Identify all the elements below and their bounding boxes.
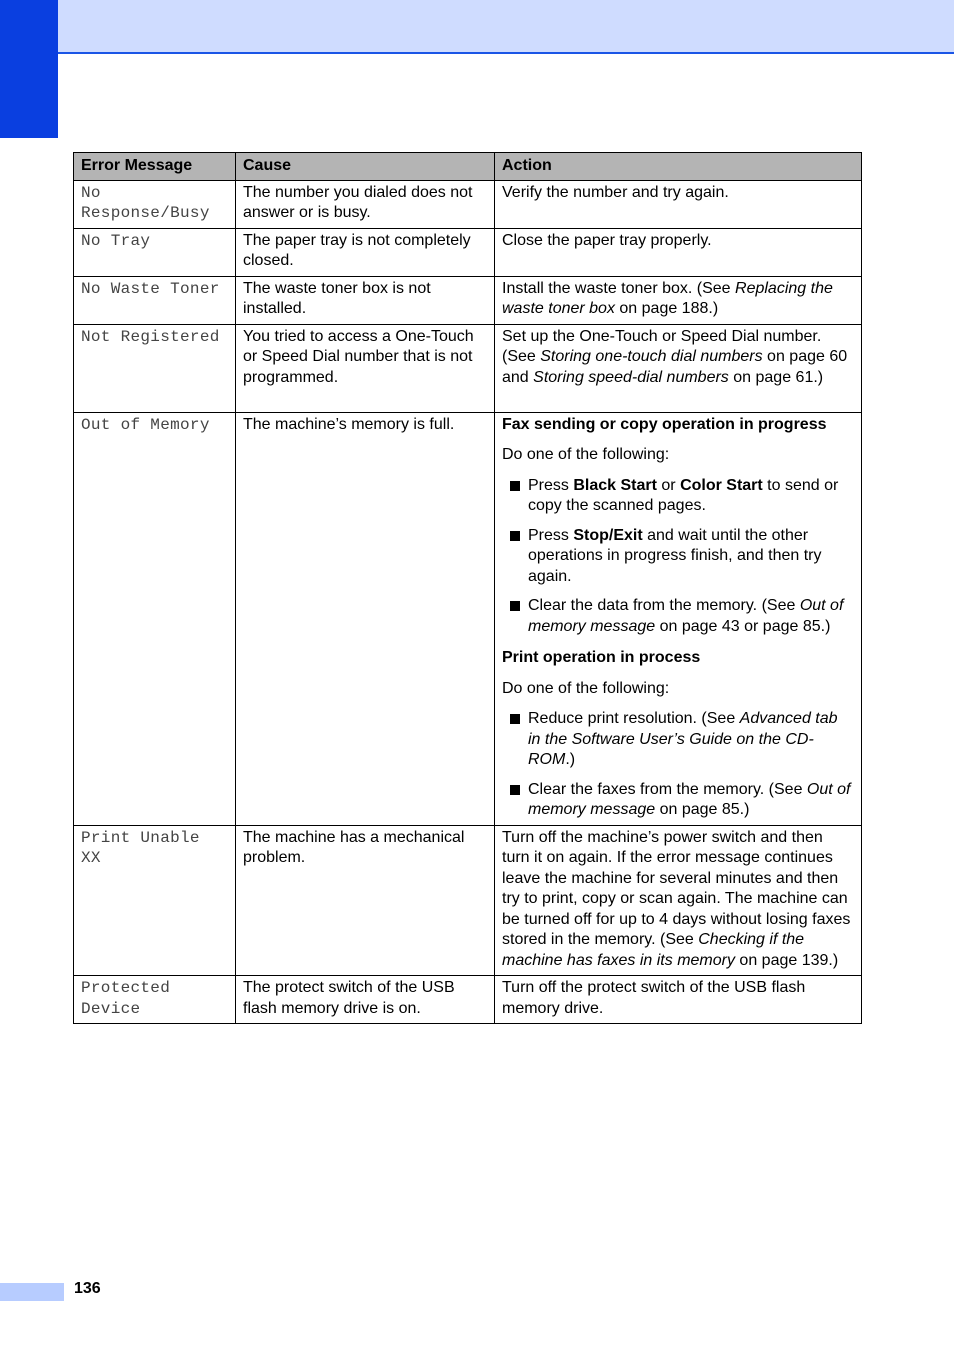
bullet-icon: [510, 531, 520, 541]
action: Turn off the machine’s power switch and then turn it on again. If the error message continues leave the machine for several minutes and then try to print, copy or scan again. The machine can be turned off for up to 4 days without losing faxes stored in the memory. (See Checking if the machine has faxes in its memory on page 139.): [495, 825, 862, 976]
table-row: [74, 976, 862, 1024]
error-message: Print Unable XX: [74, 825, 236, 976]
page-number: 136: [74, 1280, 101, 1297]
table-row: [74, 180, 862, 228]
list-item: Clear the faxes from the memory. (See Out of memory message on page 85.): [502, 780, 854, 821]
cause: The machine’s memory is full.: [236, 412, 495, 825]
table-row: [74, 324, 862, 412]
cross-reference: Checking if the machine has faxes in its memory: [502, 931, 805, 969]
cause: The machine has a mechanical problem.: [236, 825, 495, 976]
fax-intro: Do one of the following:: [502, 446, 670, 463]
list-item: Reduce print resolution. (See Advanced tab in the Software User’s Guide on the CD-ROM.): [502, 709, 854, 771]
action: Turn off the protect switch of the USB flash memory drive.: [495, 976, 862, 1024]
header-cause: Cause: [236, 153, 495, 181]
cross-reference: Storing speed-dial numbers: [533, 368, 729, 386]
error-message: No Response/Busy: [74, 180, 236, 228]
cause: The protect switch of the USB flash memory drive is on.: [236, 976, 495, 1024]
action: [495, 412, 862, 825]
cross-reference: Out of memory message: [528, 597, 844, 635]
error-message: No Tray: [74, 228, 236, 276]
error-message: Out of Memory: [74, 412, 236, 825]
table-row: [74, 276, 862, 324]
footer-band: [0, 1283, 64, 1301]
fax-section-heading: Fax sending or copy operation in progress: [502, 415, 827, 433]
list-item: Clear the data from the memory. (See Out of memory message on page 43 or page 85.): [502, 596, 854, 637]
cause: You tried to access a One-Touch or Speed Dial number that is not programmed.: [236, 324, 495, 412]
table-row: [74, 412, 862, 825]
error-message-table: [73, 152, 862, 1024]
header-band: [0, 0, 954, 54]
list-item: Press Black Start or Color Start to send or copy the scanned pages.: [502, 476, 854, 517]
bullet-icon: [510, 601, 520, 611]
fax-bullet-list: [502, 476, 854, 638]
header-error-message: Error Message: [74, 153, 236, 181]
button-name: Black Start: [573, 476, 657, 494]
table-row: [74, 825, 862, 976]
print-intro: Do one of the following:: [502, 679, 670, 697]
error-message: Protected Device: [74, 976, 236, 1024]
header-action: Action: [495, 153, 862, 181]
button-name: Color Start: [680, 476, 763, 494]
table-row: [74, 228, 862, 276]
cause: The waste toner box is not installed.: [236, 276, 495, 324]
action: Close the paper tray properly.: [495, 228, 862, 276]
table-header-row: [74, 153, 862, 181]
bullet-icon: [510, 481, 520, 491]
action: Install the waste toner box. (See Replacing the waste toner box on page 188.): [495, 276, 862, 324]
list-item: Press Stop/Exit and wait until the other operations in progress finish, and then try again.: [502, 526, 854, 588]
cross-reference: Storing one-touch dial numbers: [540, 348, 763, 365]
action: Verify the number and try again.: [495, 180, 862, 228]
chapter-tab: [0, 0, 58, 138]
bullet-icon: [510, 714, 520, 724]
action: Set up the One-Touch or Speed Dial number. (See Storing one-touch dial numbers on page 60 and Storing speed-dial numbers on page 61.): [495, 324, 862, 412]
bullet-icon: [510, 785, 520, 795]
cross-reference: Replacing the waste toner box: [502, 279, 833, 317]
error-message: Not Registered: [74, 324, 236, 412]
button-name: Stop/Exit: [573, 526, 643, 544]
print-section-heading: Print operation in process: [502, 649, 701, 666]
error-message: No Waste Toner: [74, 276, 236, 324]
cross-reference: Advanced tab in the Software User’s Guide on the CD-ROM: [528, 710, 838, 768]
cause: The paper tray is not completely closed.: [236, 228, 495, 276]
cause: The number you dialed does not answer or is busy.: [236, 180, 495, 228]
cross-reference: Out of memory message: [528, 780, 851, 818]
print-bullet-list: [502, 709, 854, 821]
